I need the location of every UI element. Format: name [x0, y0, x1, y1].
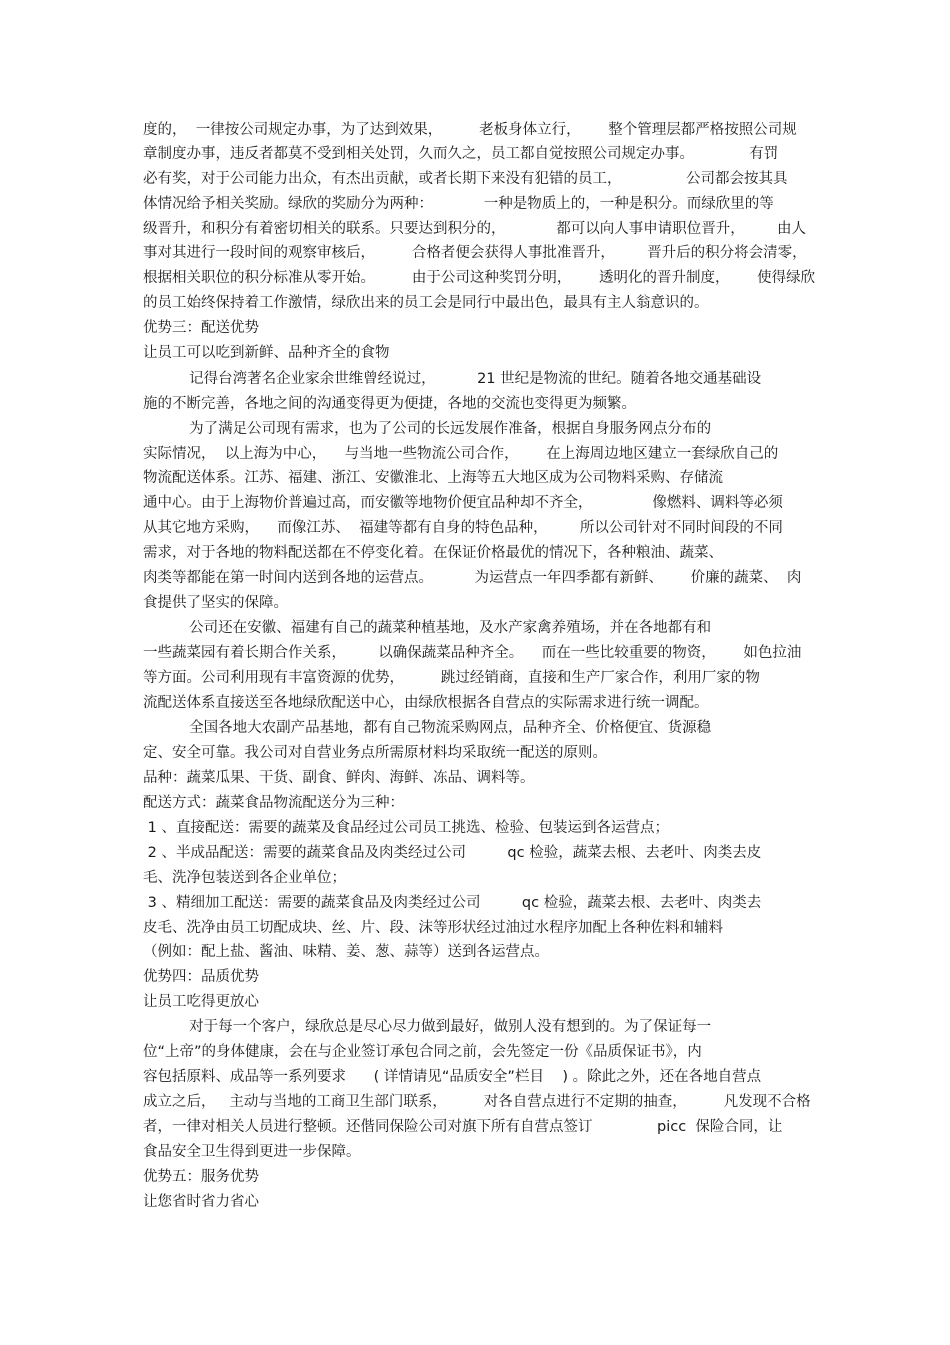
- body-text-line: 流配送体系直接送至各地绿欣配送中心，由绿欣根据各自营点的实际需求进行统一调配。: [143, 695, 709, 711]
- body-text-line: 事对其进行一段时间的观察审核后， 合格者便会获得人事批准晋升， 晋升后的积分将会清零，: [143, 245, 807, 261]
- list-item: 2 、半成品配送：需要的蔬菜食品及肉类经过公司 qc 检验，蔬菜去根、去老叶、肉类去皮: [143, 845, 762, 861]
- body-text-line: 成立之后， 主动与当地的工商卫生部门联系， 对各自营点进行不定期的抽查， 凡发现不合格: [143, 1094, 811, 1110]
- body-text-line: 度的， 一律按公司规定办事，为了达到效果， 老板身体立行， 整个管理层都严格按照公司规: [143, 122, 797, 138]
- section-heading: 优势三：配送优势: [143, 320, 259, 336]
- section-heading: 优势五：服务优势: [143, 1169, 259, 1185]
- body-text-line: 公司还在安徽、福建有自己的蔬菜种植基地，及水产家禽养殖场，并在各地都有和: [143, 620, 712, 636]
- body-text-line: 肉类等都能在第一时间内送到各地的运营点。 为运营点一年四季都有新鲜、 价廉的蔬菜、 肉: [143, 570, 802, 586]
- body-text-line: 品种：蔬菜瓜果、干货、副食、鲜肉、海鲜、冻品、调料等。: [143, 770, 535, 786]
- body-text-line: 食品安全卫生得到更进一步保障。: [143, 1144, 361, 1160]
- body-text-line: （例如：配上盐、酱油、味精、姜、葱、蒜等）送到各运营点。: [143, 944, 549, 960]
- body-text-line: 从其它地方采购， 而像江苏、 福建等都有自身的特色品种， 所以公司针对不同时间段的不同: [143, 520, 783, 536]
- body-text-line: 章制度办事，违反者都莫不受到相关处罚，久而久之，员工都自觉按照公司规定办事。 有罚: [143, 146, 779, 162]
- section-subheading: 让员工吃得更放心: [143, 994, 259, 1010]
- body-text-line: 全国各地大农副产品基地，都有自己物流采购网点，品种齐全、价格便宜、货源稳: [143, 720, 712, 736]
- body-text-line: 毛、洗净包装送到各企业单位；: [143, 870, 346, 886]
- body-text-line: 者，一律对相关人员进行整顿。还偕同保险公司对旗下所有自营点签订 picc 保险合同，让: [143, 1119, 783, 1135]
- body-text-line: 容包括原料、成品等一系列要求 ( 详情请见“品质安全”栏目 ) 。除此之外，还在各地自营点: [143, 1069, 762, 1085]
- body-text-line: 一些蔬菜园有着长期合作关系， 以确保蔬菜品种齐全。 而在一些比较重要的物资， 如色拉油: [143, 645, 802, 661]
- body-text-line: 体情况给予相关奖励。绿欣的奖励分为两种： 一种是物质上的，一种是积分。而绿欣里的等: [143, 196, 774, 212]
- body-text-line: 位“上帝”的身体健康，会在与企业签订承包合同之前，会先签定一份《品质保证书》，内: [143, 1044, 702, 1060]
- body-text-line: 定、安全可靠。我公司对自营业务点所需原材料均采取统一配送的原则。: [143, 745, 607, 761]
- body-text-line: 的员工始终保持着工作激情，绿欣出来的员工会是同行中最出色，最具有主人翁意识的。: [143, 295, 709, 311]
- body-text-line: 对于每一个客户，绿欣总是尽心尽力做到最好，做别人没有想到的。为了保证每一: [143, 1019, 712, 1035]
- body-text-line: 为了满足公司现有需求，也为了公司的长远发展作准备，根据自身服务网点分布的: [143, 421, 712, 437]
- body-text-line: 皮毛、洗净由员工切配成块、丝、片、段、沫等形状经过油过水程序加配上各种佐料和辅料: [143, 920, 723, 936]
- body-text-line: 需求，对于各地的物料配送都在不停变化着。在保证价格最优的情况下，各种粮油、蔬菜、: [143, 545, 723, 561]
- body-text-line: 记得台湾著名企业家余世维曾经说过， 21 世纪是物流的世纪。随着各地交通基础设: [143, 371, 762, 387]
- list-item: 3 、精细加工配送：需要的蔬菜食品及肉类经过公司 qc 检验，蔬菜去根、去老叶、肉类去: [143, 895, 762, 911]
- body-text-line: 实际情况， 以上海为中心， 与当地一些物流公司合作， 在上海周边地区建立一套绿欣自己的: [143, 446, 779, 462]
- body-text-line: 等方面。公司利用现有丰富资源的优势， 跳过经销商，直接和生产厂家合作，利用厂家的物: [143, 670, 760, 686]
- list-item: 1 、直接配送：需要的蔬菜及食品经过公司员工挑选、检验、包装运到各运营点；: [143, 820, 669, 836]
- body-text-line: 物流配送体系。江苏、福建、浙江、安徽淮北、上海等五大地区成为公司物料采购、存储流: [143, 470, 723, 486]
- body-text-line: 必有奖，对于公司能力出众，有杰出贡献，或者长期下来没有犯错的员工， 公司都会按其具: [143, 171, 788, 187]
- body-text-line: 施的不断完善，各地之间的沟通变得更为便捷，各地的交流也变得更为频繁。: [143, 396, 636, 412]
- body-text-line: 配送方式：蔬菜食品物流配送分为三种：: [143, 795, 404, 811]
- section-subheading: 让您省时省力省心: [143, 1194, 259, 1210]
- section-subheading: 让员工可以吃到新鲜、品种齐全的食物: [143, 345, 390, 361]
- body-text-line: 根据相关职位的积分标准从零开始。 由于公司这种奖罚分明， 透明化的晋升制度， 使得绿欣: [143, 270, 816, 286]
- section-heading: 优势四：品质优势: [143, 969, 259, 985]
- body-text-line: 级晋升，和积分有着密切相关的联系。只要达到积分的， 都可以向人事申请职位晋升， 由人: [143, 221, 806, 237]
- body-text-line: 食提供了坚实的保障。: [143, 595, 288, 611]
- body-text-line: 通中心。由于上海物价普遍过高，而安徽等地物价便宜品种却不齐全， 像燃料、调料等必须: [143, 495, 783, 511]
